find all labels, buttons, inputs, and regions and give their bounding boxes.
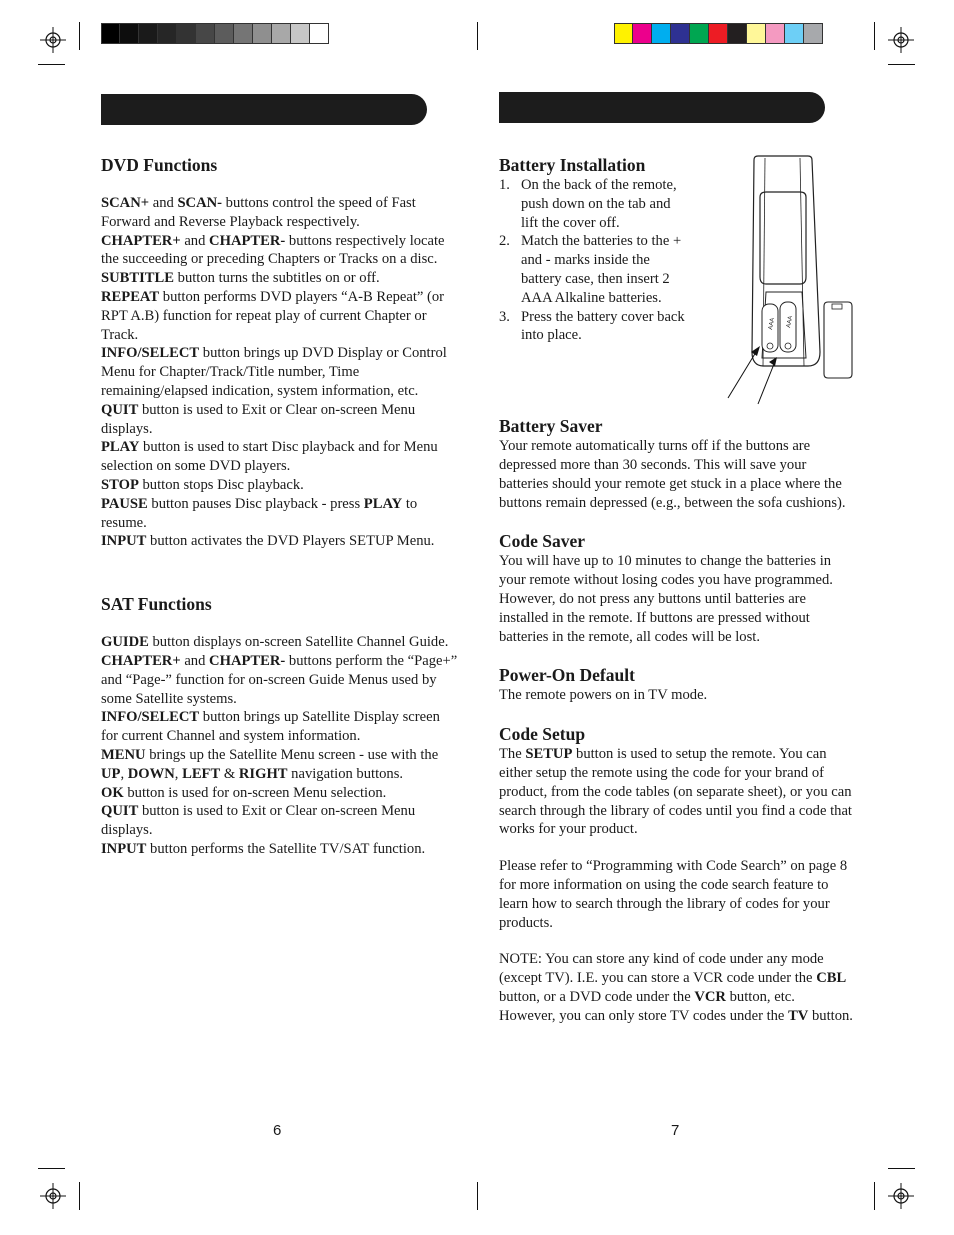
color-swatch [633,24,652,43]
color-swatch [652,24,671,43]
color-swatch [785,24,804,43]
list-item: 1. On the back of the remote, push down on the tab and lift the cover off. [499,177,677,231]
color-swatch [101,24,120,43]
list-item: INFO/SELECT button brings up Satellite Display screen for current Channel and system information. [101,709,440,745]
crop-mark [888,1168,915,1169]
color-swatch [177,24,196,43]
list-item: PLAY button is used to start Disc playback and for Menu selection on some DVD players. [101,439,438,475]
color-swatch [614,24,633,43]
process-color-bar [614,23,823,44]
arrow-icon [758,357,777,404]
color-swatch [120,24,139,43]
code-setup-paragraph: The SETUP button is used to setup the remote. You can either setup the remote using the code for your brand of product, from the code tables (on separate sheet), or you can search through the library of codes until you find a code that works for your product. [499,746,852,838]
color-swatch [272,24,291,43]
list-item: QUIT button is used to Exit or Clear on-screen Menu displays. [101,401,416,437]
battery-label: AAA [786,315,795,329]
registration-target-icon [888,1183,914,1209]
list-item: CHAPTER+ and CHAPTER- buttons perform the “Page+” and “Page-” function for on-screen Guide Menus used by some Satellite systems. [101,652,458,707]
battery-saver-heading: Battery Saver [499,416,603,437]
color-swatch [747,24,766,43]
color-swatch [139,24,158,43]
crop-mark [79,1182,80,1210]
list-item: OK button is used for on-screen Menu selection. [101,784,387,801]
remote-battery-illustration [724,152,856,406]
color-swatch [690,24,709,43]
color-swatch [234,24,253,43]
list-item: SCAN+ and SCAN- buttons control the speed of Fast Forward and Reverse Playback respectively. [101,195,416,230]
color-swatch [253,24,272,43]
arrow-icon [728,346,760,398]
color-swatch [709,24,728,43]
crop-mark [477,22,478,50]
crop-mark [888,64,915,65]
left-column [101,154,459,859]
color-swatch [804,24,823,43]
list-item: 3. Press the battery cover back into place. [499,308,685,344]
page-number: 7 [671,1122,680,1139]
list-item: SUBTITLE button turns the subtitles on or off. [101,270,380,287]
registration-target-icon [888,27,914,53]
code-setup-heading: Code Setup [499,724,586,745]
power-on-default-text: The remote powers on in TV mode. [499,687,708,704]
color-swatch [196,24,215,43]
note-paragraph: NOTE: You can store any kind of code under any mode (except TV). I.E. you can store a VCR code under the CBL button, or a DVD code under the VCR button, etc. However, you can only store TV codes under the TV button. [499,951,853,1024]
color-swatch [291,24,310,43]
list-item: 2. Match the batteries to the + and - marks inside the battery case, then insert 2 AAA Alkaline batteries. [499,233,682,306]
list-item: QUIT button is used to Exit or Clear on-screen Menu displays. [101,803,416,839]
battery-icon [780,302,796,352]
right-header-bar [499,92,825,123]
crop-mark [79,22,80,50]
list-item: INFO/SELECT button brings up DVD Display or Control Menu for Chapter/Track/Title number, Time remaining/elapsed indication, system information, etc. [101,345,447,399]
list-item: GUIDE button displays on-screen Satellite Channel Guide. [101,634,449,651]
list-item: CHAPTER+ and CHAPTER- buttons respectively locate the succeeding or preceding Chapters or Tracks on a disc. [101,232,445,268]
registration-target-icon [40,27,66,53]
battery-icon [762,304,778,352]
crop-mark [477,1182,478,1210]
grayscale-color-bar [101,23,329,44]
registration-target-icon [40,1183,66,1209]
page-number: 6 [273,1122,282,1139]
battery-label: AAA [768,317,777,331]
color-swatch [215,24,234,43]
color-swatch [671,24,690,43]
code-search-paragraph: Please refer to “Programming with Code Search” on page 8 for more information on using the code search feature to learn how to search through the library of codes for your products. [499,858,848,931]
list-item: MENU brings up the Satellite Menu screen - use with the UP, DOWN, LEFT & RIGHT navigation buttons. [101,746,439,782]
color-swatch [728,24,747,43]
list-item: INPUT button performs the Satellite TV/SAT function. [101,840,426,857]
battery-steps-list [499,176,689,345]
power-on-default-heading: Power-On Default [499,665,635,686]
battery-saver-text: Your remote automatically turns off if the buttons are depressed more than 30 seconds. This will save your batteries should your remote get stuck in a place where the buttons remain depressed (e.g., between the sofa cushions). [499,438,846,511]
list-item: REPEAT button performs DVD players “A-B Repeat” (or RPT A.B) function for repeat play of current Chapter or Track. [101,288,445,343]
sat-functions-heading: SAT Functions [101,594,212,615]
code-saver-text: You will have up to 10 minutes to change the batteries in your remote without losing codes you have programmed. However, do not press any buttons until batteries are installed in the remote. If buttons are pressed without batteries in the remote, all codes will be lost. [499,553,833,645]
crop-mark [38,64,65,65]
battery-cover-icon [824,302,852,378]
left-header-bar [101,94,427,125]
list-item: INPUT button activates the DVD Players SETUP Menu. [101,533,435,550]
battery-installation-heading: Battery Installation [499,155,646,175]
crop-mark [874,22,875,50]
code-saver-heading: Code Saver [499,531,586,552]
color-swatch [158,24,177,43]
color-swatch [766,24,785,43]
dvd-functions-heading: DVD Functions [101,155,218,175]
list-item: PAUSE button pauses Disc playback - press PLAY to resume. [101,495,418,531]
crop-mark [38,1168,65,1169]
list-item: STOP button stops Disc playback. [101,476,304,493]
color-swatch [310,24,329,43]
crop-mark [874,1182,875,1210]
